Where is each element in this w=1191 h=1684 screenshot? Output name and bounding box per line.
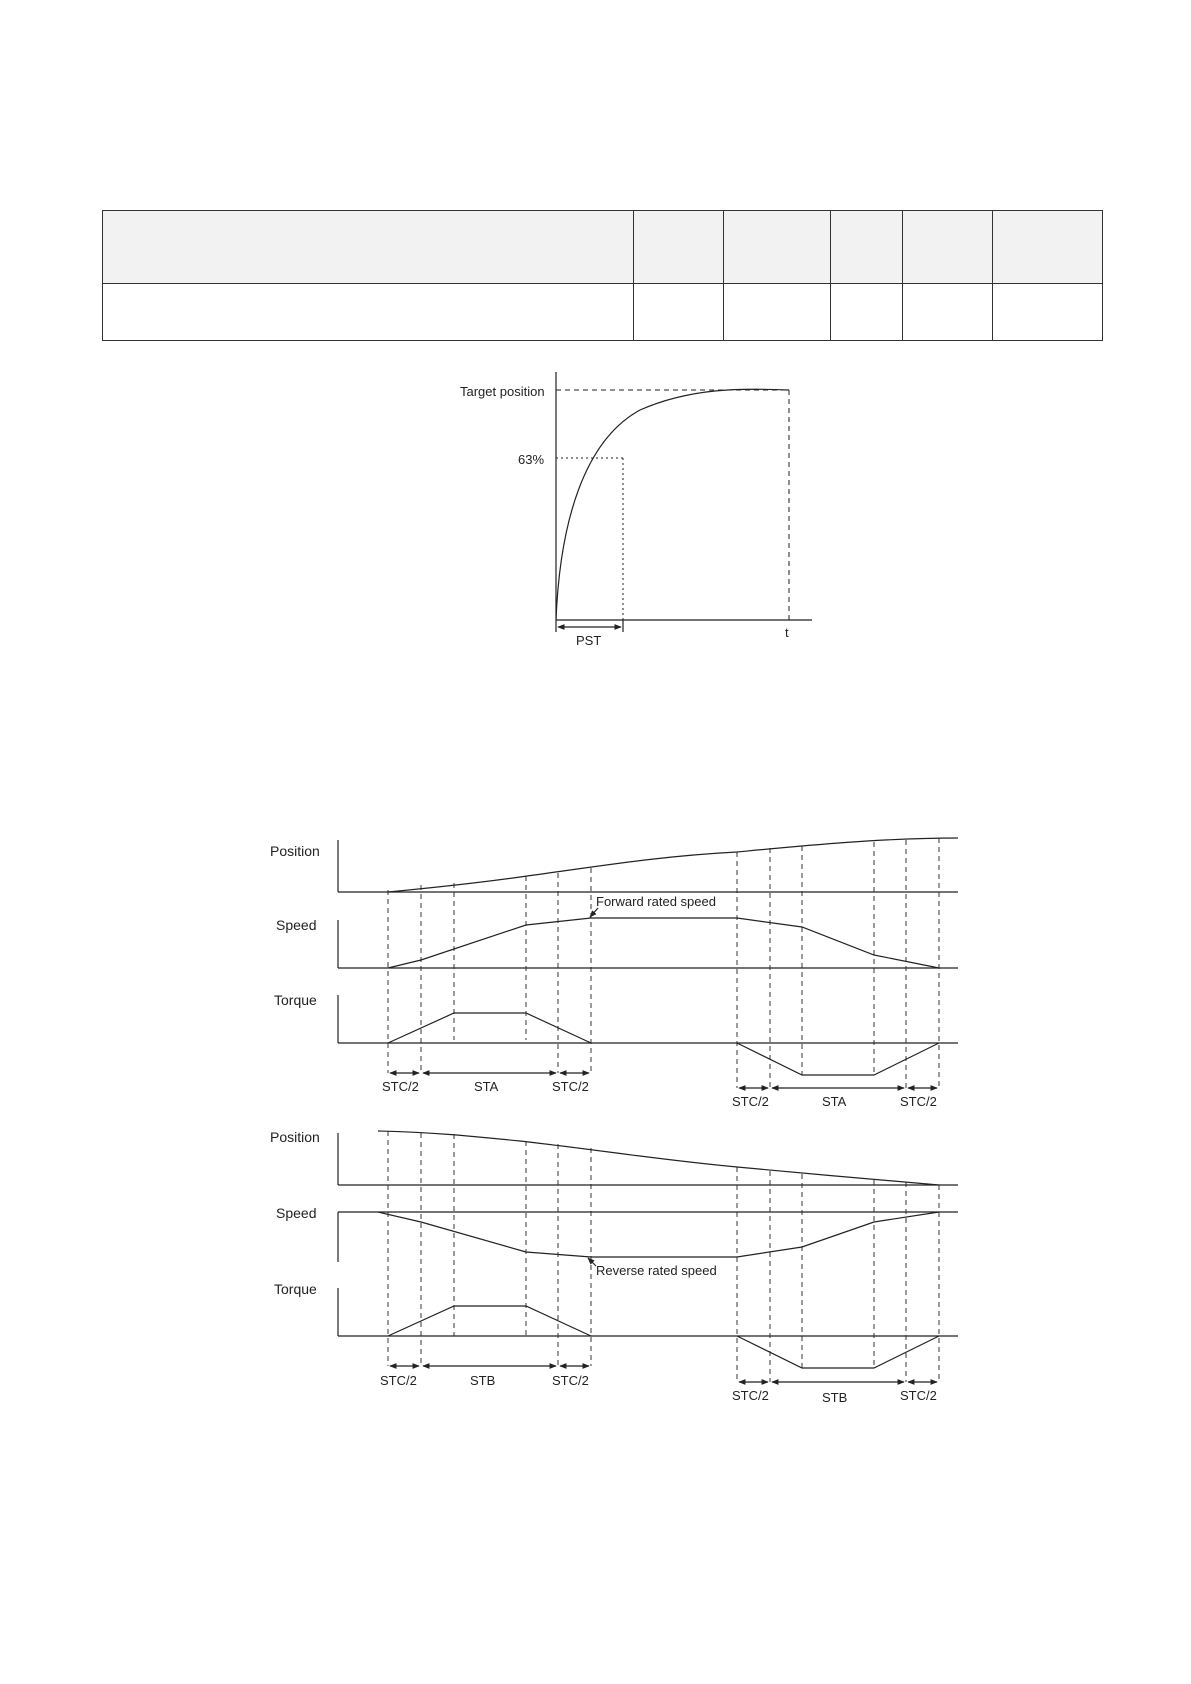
- reverse-torque-label: Torque: [274, 1281, 317, 1297]
- forward-position-curve: [388, 838, 958, 892]
- reverse-position-label: Position: [270, 1129, 320, 1145]
- forward-decel-stc-right-label: STC/2: [900, 1094, 937, 1109]
- forward-decel-stc-left-label: STC/2: [732, 1094, 769, 1109]
- forward-accel-stc-left-label: STC/2: [382, 1079, 419, 1094]
- forward-accel-mid-label: STA: [474, 1079, 499, 1094]
- forward-position-label: Position: [270, 843, 320, 859]
- reverse-rated-pointer: [588, 1258, 596, 1266]
- exponential-response-curve: [556, 389, 789, 620]
- reverse-torque-decel-trapezoid: [737, 1336, 939, 1368]
- forward-rated-speed-label: Forward rated speed: [596, 894, 716, 909]
- target-position-label: Target position: [460, 384, 545, 399]
- forward-torque-decel-trapezoid: [737, 1043, 939, 1075]
- forward-torque-accel-trapezoid: [388, 1013, 591, 1043]
- forward-rated-pointer: [590, 908, 598, 917]
- forward-speed-curve: [388, 918, 939, 968]
- reverse-speed-curve: [378, 1212, 939, 1257]
- forward-decel-mid-label: STA: [822, 1094, 847, 1109]
- reverse-decel-stc-right-label: STC/2: [900, 1388, 937, 1403]
- forward-accel-stc-right-label: STC/2: [552, 1079, 589, 1094]
- reverse-accel-stc-right-label: STC/2: [552, 1373, 589, 1388]
- forward-marker-lines: [388, 838, 939, 1088]
- reverse-position-curve: [378, 1131, 939, 1185]
- pct-label: 63%: [518, 452, 545, 467]
- reverse-rated-speed-label: Reverse rated speed: [596, 1263, 717, 1278]
- reverse-decel-stc-left-label: STC/2: [732, 1388, 769, 1403]
- reverse-decel-mid-label: STB: [822, 1390, 848, 1405]
- reverse-torque-accel-trapezoid: [388, 1306, 591, 1336]
- forward-speed-label: Speed: [276, 917, 317, 933]
- reverse-accel-mid-label: STB: [470, 1373, 496, 1388]
- reverse-timing-figure: [338, 1131, 958, 1382]
- forward-torque-label: Torque: [274, 992, 317, 1008]
- reverse-accel-stc-left-label: STC/2: [380, 1373, 417, 1388]
- forward-timing-figure: [338, 838, 958, 1088]
- reverse-speed-label: Speed: [276, 1205, 317, 1221]
- t-label: t: [785, 625, 789, 640]
- position-response-figure: [556, 372, 812, 632]
- pst-label: PST: [576, 633, 602, 648]
